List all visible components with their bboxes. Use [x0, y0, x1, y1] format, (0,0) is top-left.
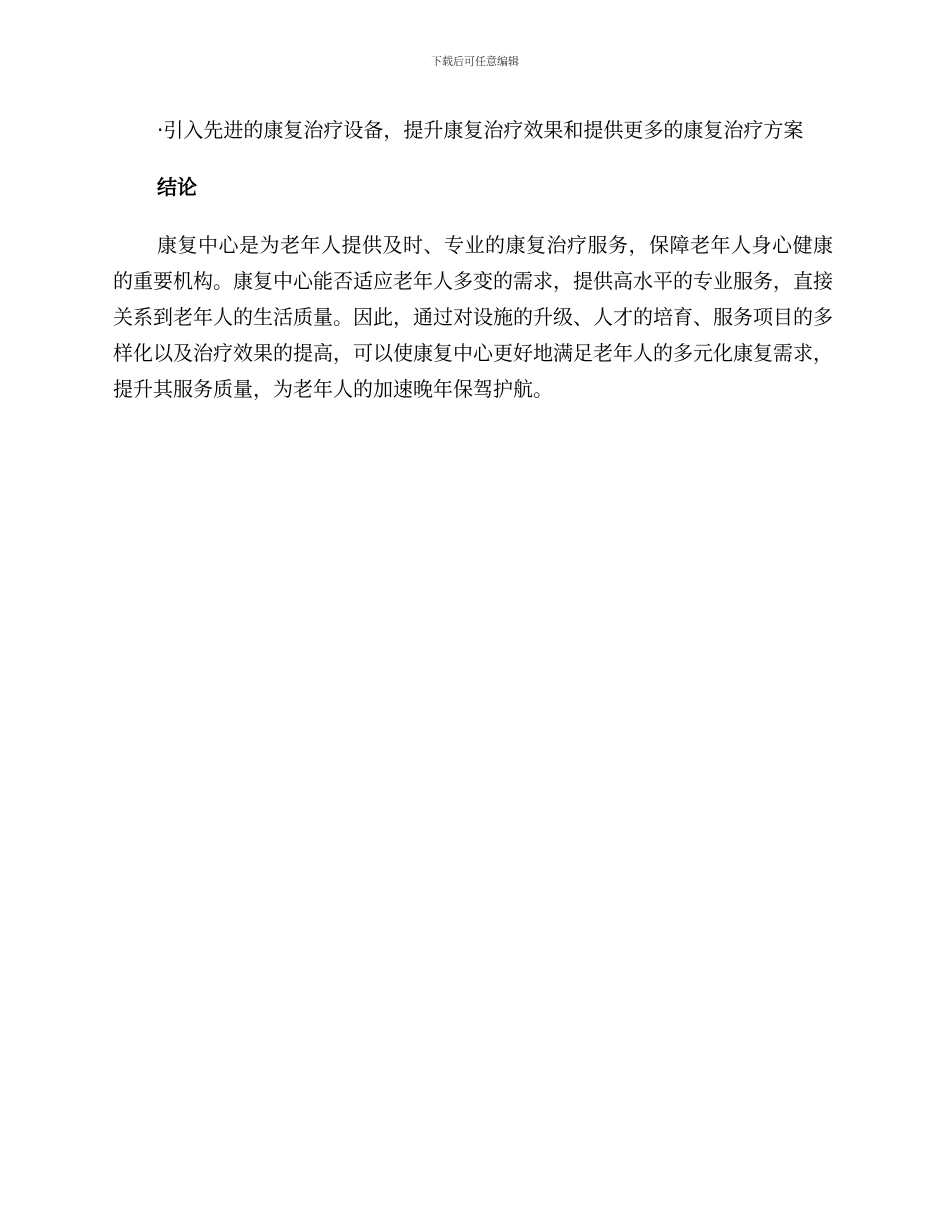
section-heading: 结论	[157, 175, 197, 199]
conclusion-paragraph: 康复中心是为老年人提供及时、专业的康复治疗服务，保障老年人身心健康的重要机构。康复中心能否适应老年人多变的需求，提供高水平的专业服务，直接关系到老年人的生活质量。因此，通过对设施的升级、人才的培育、服务项目的多样化以及治疗效果的提高，可以使康复中心更好地满足老年人的多元化康复需求，提升其服务质量，为老年人的加速晚年保驾护航。	[113, 233, 833, 401]
page-header: 下载后可任意编辑	[431, 55, 519, 68]
document-body	[113, 112, 833, 407]
bullet-item	[113, 112, 833, 148]
bullet-text: 引入先进的康复治疗设备，提升康复治疗效果和提供更多的康复治疗方案	[163, 118, 804, 142]
bullet-marker: ·	[157, 118, 164, 142]
